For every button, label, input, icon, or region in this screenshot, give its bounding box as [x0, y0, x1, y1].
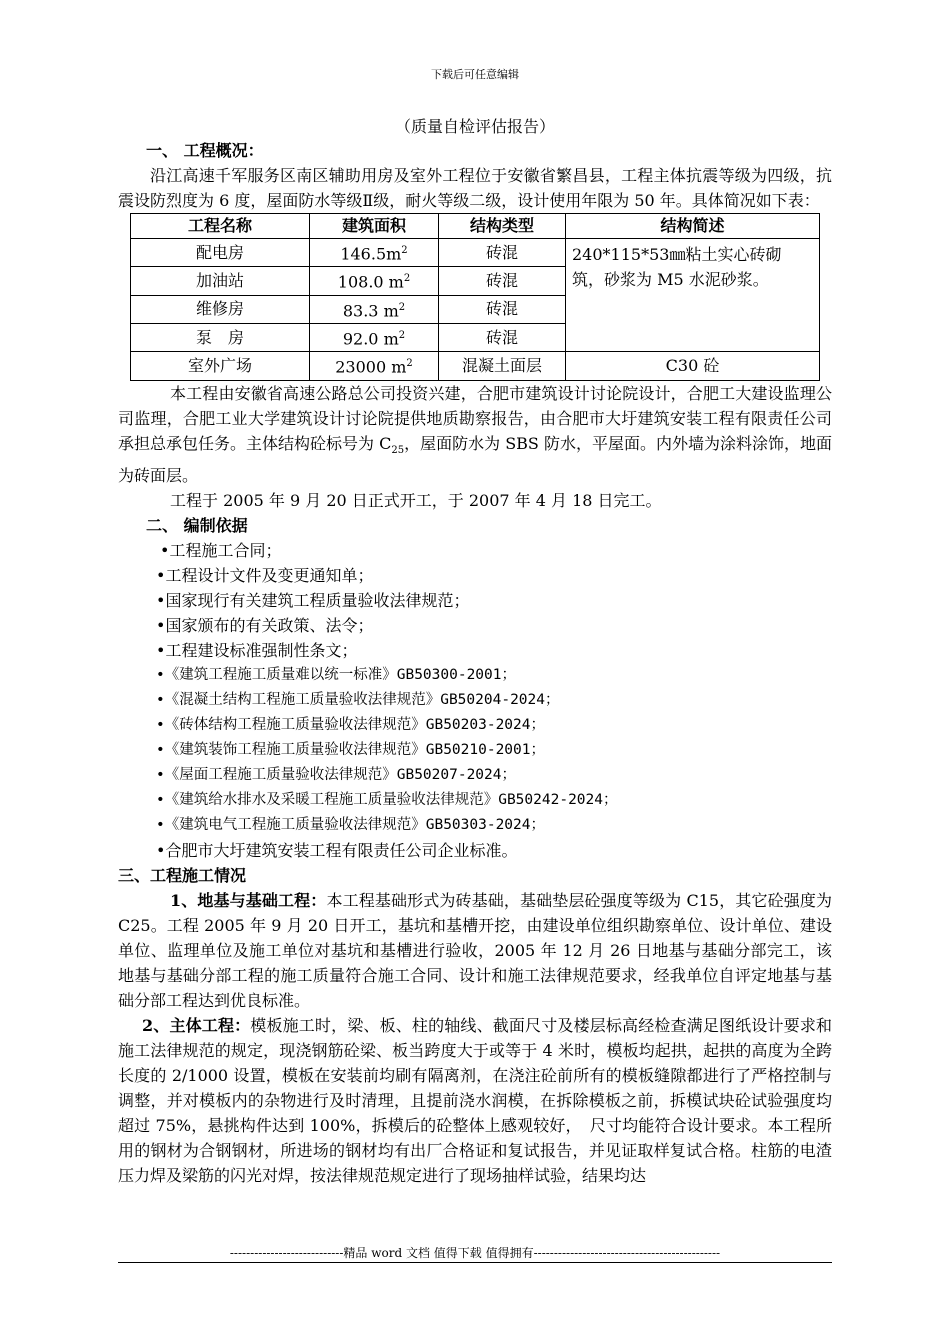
basis-item: •工程施工合同； [160, 540, 282, 560]
basis-item: •国家颁布的有关政策、法令； [156, 615, 374, 635]
table-header: 工程名称 [131, 214, 310, 239]
cell-type: 砖混 [439, 267, 566, 295]
basis-item: •工程设计文件及变更通知单； [156, 565, 374, 585]
cell-desc: 240*115*53㎜粘土实心砖砌筑，砂浆为 M5 水泥砂浆。 [566, 239, 820, 352]
basis-item: •《建筑装饰工程施工质量验收法律规范》GB50210-2001； [156, 741, 545, 758]
footer-banner: ----------------------------精品 word 文档 值得下载 值得拥有---------------------------------------------- [229, 1246, 721, 1260]
project-table [130, 213, 820, 381]
cell-type: 砖混 [439, 323, 566, 351]
cell-area: 92.0 $m^2$ [310, 323, 439, 351]
section1-para3: 工程于 2005 年 9 月 20 日正式开工，于 2007 年 4 月 18 日完工。 [170, 490, 662, 510]
basis-item: •国家现行有关建筑工程质量验收法律规范； [156, 590, 470, 610]
basis-item: •《混凝土结构工程施工质量验收法律规范》GB50204-2024； [156, 691, 560, 708]
cell-name: 配电房 [131, 239, 310, 267]
section3-para1: 1、地基与基础工程：本工程基础形式为砖基础，基础垫层砼强度等级为 C15，其它砼强度为 C25。工程 2005 年 9 月 20 日开工，基坑和基槽开挖，由建设单位组织勘察单位、设计单位、建设单位、监理单位及施工单位对基坑和基槽进行验收，2005 年 12 月 26 日地基与基础分部完工，该地基与基础分部工程的施工质量符合施工合同、设计和施工法律规范要求，经我单位自评定地基与基础分部工程达到优良标准。 [118, 890, 832, 1010]
section1-heading: 一、 工程概况： [146, 141, 264, 160]
section2-heading: 二、 编制依据 [146, 515, 248, 535]
cell-name: 加油站 [131, 267, 310, 295]
basis-item: •《建筑工程施工质量难以统一标准》GB50300-2001； [156, 666, 516, 683]
section3-heading: 三、工程施工情况 [118, 865, 247, 885]
header-note: 下载后可任意编辑 [431, 68, 519, 81]
basis-item: •《砖体结构工程施工质量验收法律规范》GB50203-2024； [156, 716, 545, 733]
table-header-row [131, 214, 820, 239]
basis-item: •《建筑电气工程施工质量验收法律规范》GB50303-2024； [156, 816, 545, 833]
section1-intro: 沿江高速千军服务区南区辅助用房及室外工程位于安徽省繁昌县，工程主体抗震等级为四级，抗震设防烈度为 6 度，屋面防水等级Ⅱ级，耐火等级二级，设计使用年限为 50 年。具体简况如下表： [118, 166, 832, 210]
footer-divider [118, 1262, 832, 1263]
table-header: 结构类型 [439, 214, 566, 239]
report-title: （质量自检评估报告） [394, 117, 555, 136]
cell-name: 室外广场 [131, 352, 310, 380]
cell-type: 砖混 [439, 295, 566, 323]
document-body [118, 138, 832, 1188]
basis-list [118, 538, 832, 863]
table-header: 结构简述 [566, 214, 820, 239]
cell-desc: C30 砼 [566, 352, 820, 380]
table-row [131, 352, 820, 380]
cell-area: $146.5m^2$ [310, 239, 439, 267]
cell-type: 混凝土面层 [439, 352, 566, 380]
cell-area: 83.3 $m^2$ [310, 295, 439, 323]
cell-area: 108.0 $m^2$ [310, 267, 439, 295]
basis-item: •工程建设标准强制性条文； [156, 640, 358, 660]
cell-name: 泵 房 [131, 323, 310, 351]
basis-item: •《屋面工程施工质量验收法律规范》GB50207-2024； [156, 766, 516, 783]
section1-para2: 本工程由安徽省高速公路总公司投资兴建，合肥市建筑设计讨论院设计，合肥工大建设监理公司监理，合肥工业大学建筑设计讨论院提供地质勘察报告，由合肥市大圩建筑安装工程有限责任公司承担总承包任务。主体结构砼标号为 $C_{25}$，屋面防水为 SBS 防水，平屋面。内外墙为涂料涂饰，地面为砖面层。 [118, 383, 832, 485]
cell-type: 砖混 [439, 239, 566, 267]
basis-item: •《建筑给水排水及采暖工程施工质量验收法律规范》GB50242-2024； [156, 791, 618, 808]
table-row [131, 239, 820, 267]
cell-name: 维修房 [131, 295, 310, 323]
section3-para2: 2、主体工程：模板施工时，梁、板、柱的轴线、截面尺寸及楼层标高经检查满足图纸设计要求和施工法律规范的规定，现浇钢筋砼梁、板当跨度大于或等于 4 米时，模板均起拱，起拱的高度为全跨长度的 2/1000 设置，模板在安装前均刷有隔离剂，在浇注砼前所有的模板缝隙都进行了严格控制与调整，并对模板内的杂物进行及时清理，且提前浇水润模，在拆除模板之前，拆模试块砼试验强度均超过 75%，悬挑构件达到 100%，拆模后的砼整体上感观较好， 尺寸均能符合设计要求。本工程所用的钢材为合钢钢材，所进场的钢材均有出厂合格证和复试报告，并见证取样复试合格。柱筋的电渣压力焊及梁筋的闪光对焊，按法律规范规定进行了现场抽样试验，结果均达 [118, 1015, 832, 1185]
table-header: 建筑面积 [310, 214, 439, 239]
cell-area: 23000 $m^2$ [310, 352, 439, 380]
basis-item: •合肥市大圩建筑安装工程有限责任公司企业标准。 [156, 840, 518, 860]
